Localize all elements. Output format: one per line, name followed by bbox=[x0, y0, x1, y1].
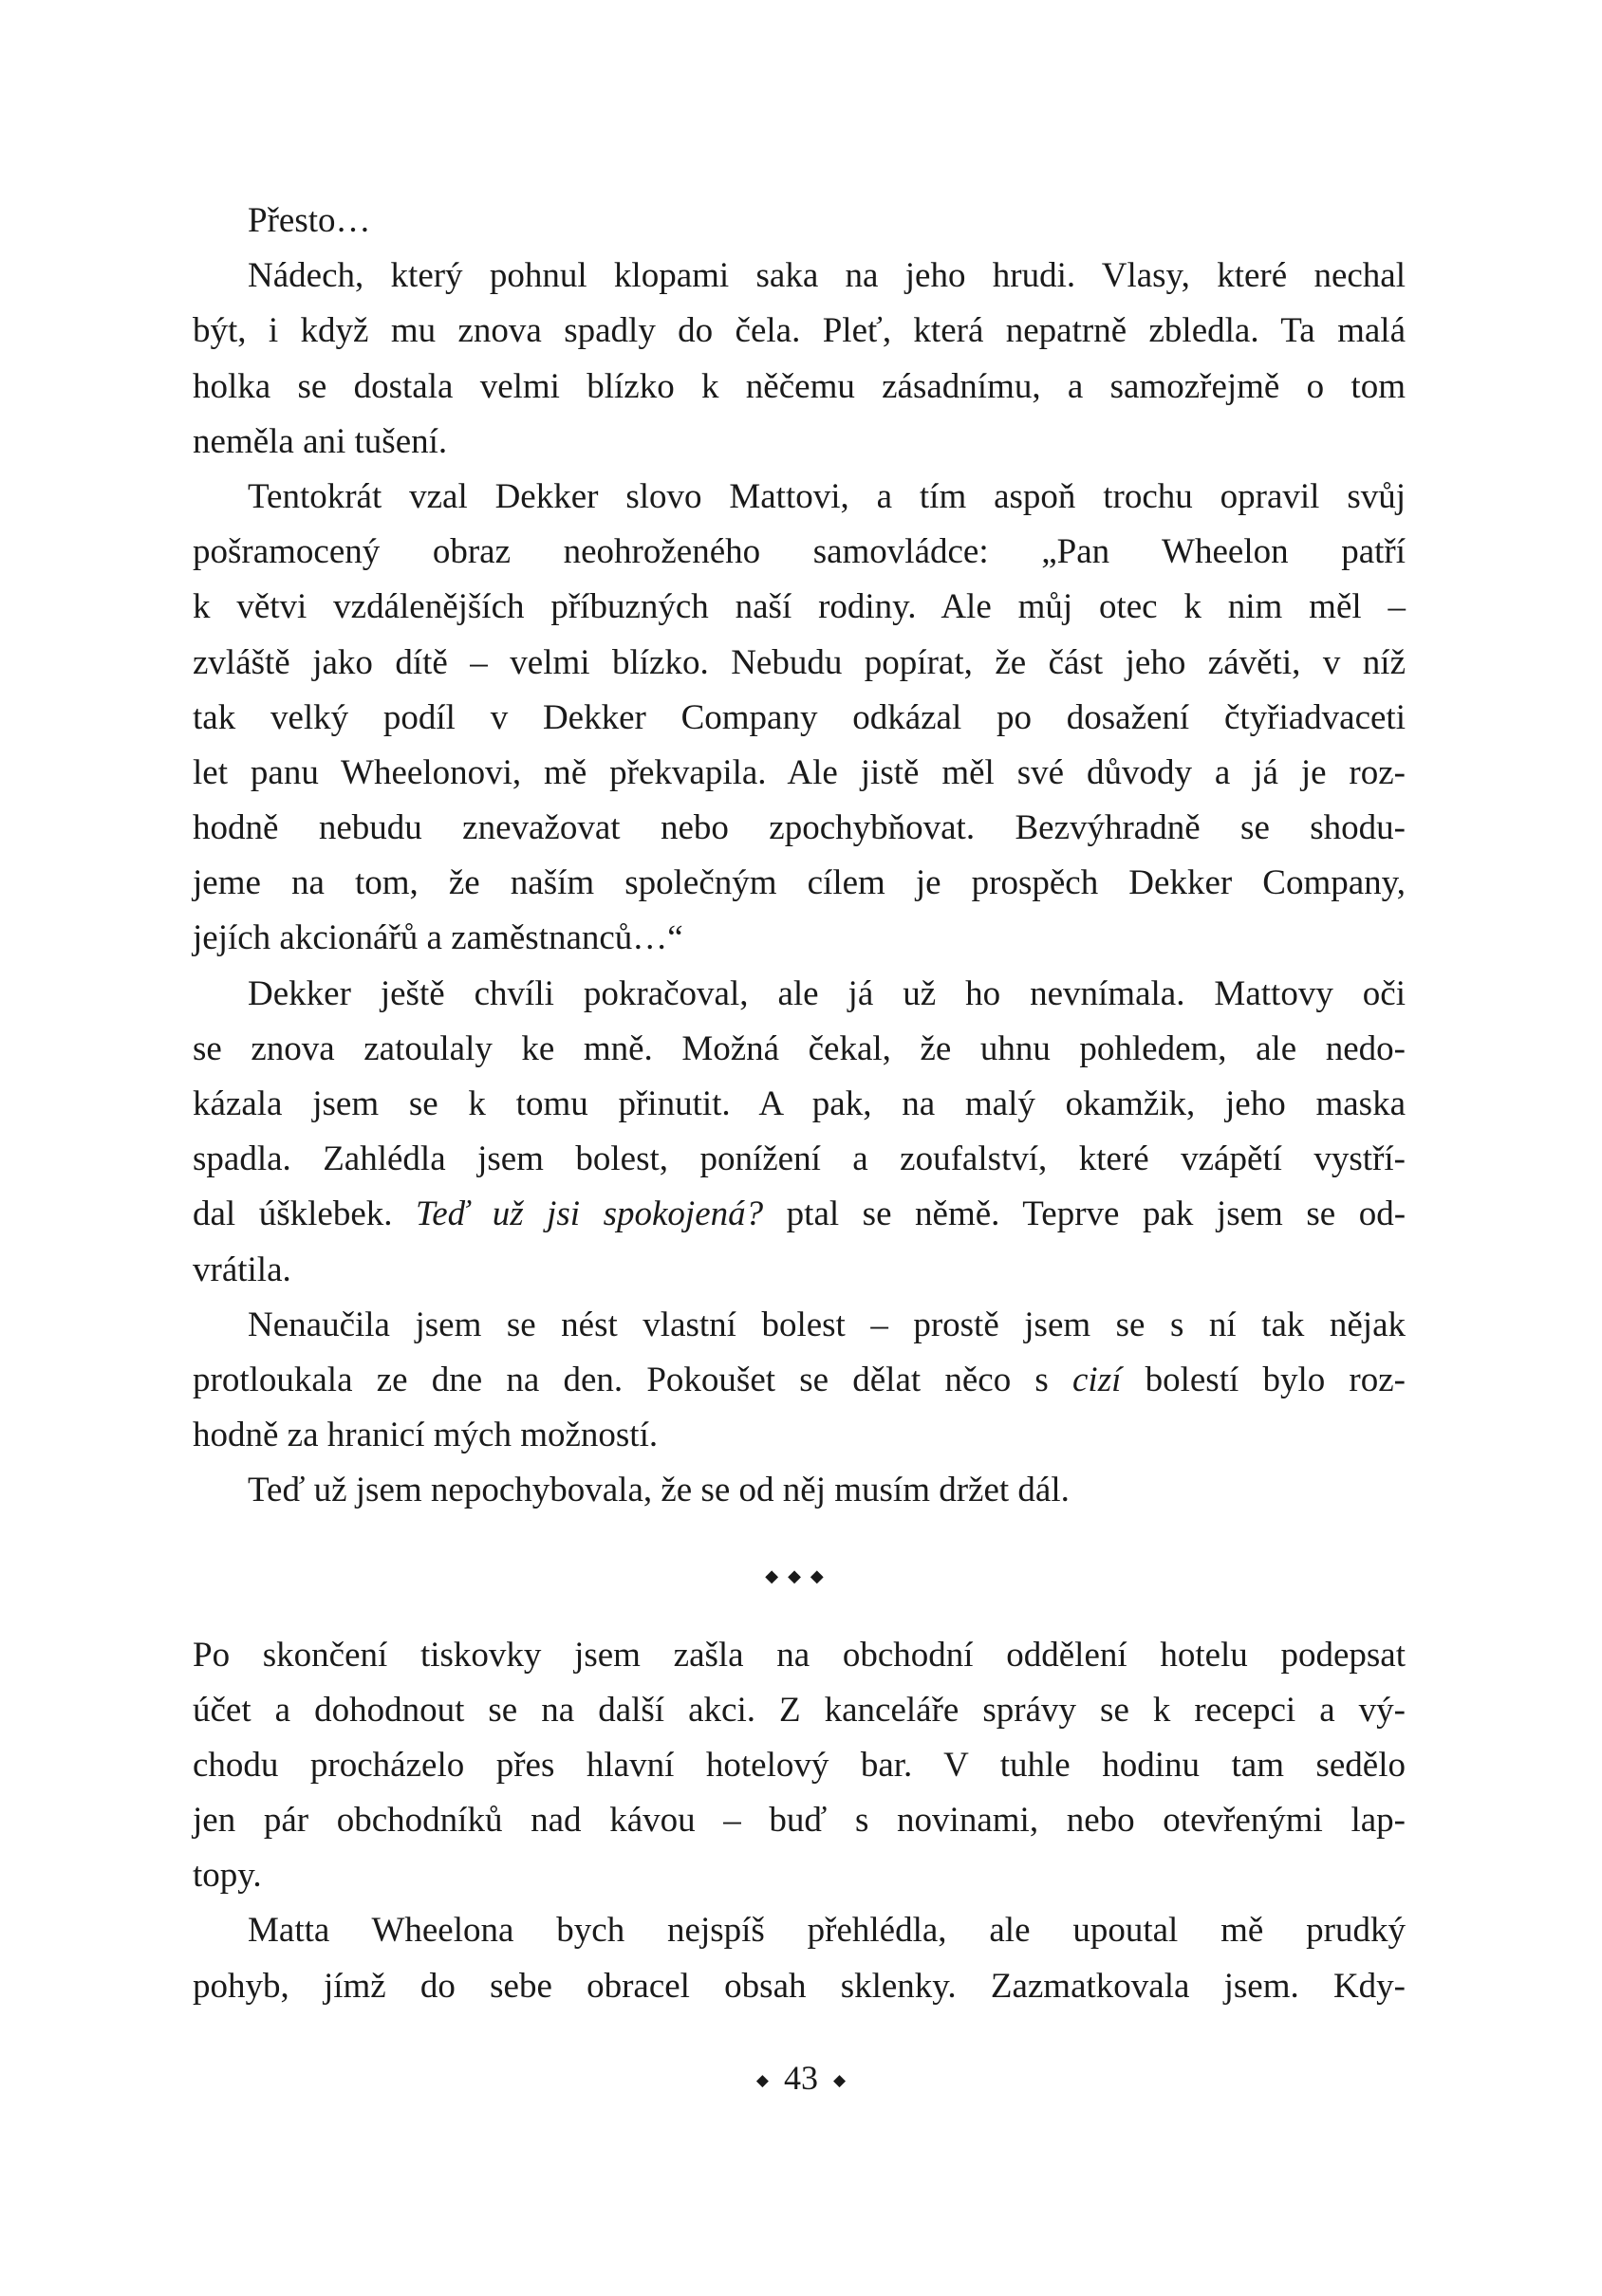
text-line bbox=[193, 470, 1406, 525]
text-line bbox=[193, 1793, 1406, 1848]
text-segment: let panu Wheelonovi, mě překvapila. Ale jistě měl své důvody a já je roz- bbox=[193, 752, 1406, 792]
text-segment: ptal se němě. Teprve pak jsem se od- bbox=[763, 1194, 1406, 1234]
text-line bbox=[193, 360, 1406, 415]
text-segment: spadla. Zahlédla jsem bolest, ponížení a zoufalství, které vzápětí vystří- bbox=[193, 1139, 1406, 1179]
text-line bbox=[193, 415, 1406, 470]
text-line bbox=[193, 636, 1406, 691]
text-segment: hodně za hranicí mých možností. bbox=[193, 1416, 659, 1455]
diamond-ornament-icon: ◆ bbox=[755, 2071, 769, 2089]
italic-text-segment: cizí bbox=[1072, 1360, 1122, 1399]
text-line bbox=[193, 1298, 1406, 1353]
text-segment: jejích akcionářů a zaměstnanců…“ bbox=[193, 918, 683, 958]
text-line bbox=[193, 1022, 1406, 1077]
text-line bbox=[193, 249, 1406, 304]
text-segment: topy. bbox=[193, 1856, 262, 1896]
text-line bbox=[193, 1408, 1406, 1463]
text-segment: holka se dostala velmi blízko k něčemu zásadnímu, a samozřejmě o tom bbox=[193, 366, 1406, 406]
text-segment: jeme na tom, že naším společným cílem je prospěch Dekker Company, bbox=[193, 863, 1406, 903]
text-segment: kázala jsem se k tomu přinutit. A pak, na malý okamžik, jeho maska bbox=[193, 1084, 1406, 1123]
section-1 bbox=[193, 194, 1406, 1519]
section-break-diamonds-icon: ◆◆◆ bbox=[765, 1565, 833, 1585]
text-line bbox=[193, 580, 1406, 635]
text-line bbox=[193, 1243, 1406, 1298]
text-segment: Nenaučila jsem se nést vlastní bolest – prostě jsem se s ní tak nějak bbox=[248, 1305, 1406, 1344]
text-line bbox=[193, 1187, 1406, 1242]
text-segment: bolestí bylo roz- bbox=[1121, 1360, 1406, 1399]
text-segment: Dekker ještě chvíli pokračoval, ale já už ho nevnímala. Mattovy oči bbox=[248, 973, 1406, 1013]
text-segment: hodně nebudu znevažovat nebo zpochybňovat. Bezvýhradně se shodu- bbox=[193, 808, 1406, 848]
text-line bbox=[193, 1077, 1406, 1132]
text-line bbox=[193, 1738, 1406, 1793]
text-segment: být, i když mu znova spadly do čela. Pleť, která nepatrně zbledla. Ta malá bbox=[193, 311, 1406, 351]
text-segment: účet a dohodnout se na další akci. Z kanceláře správy se k recepci a vý- bbox=[193, 1690, 1406, 1730]
page-footer bbox=[0, 2055, 1602, 2103]
section-2 bbox=[193, 1628, 1406, 2014]
text-line bbox=[193, 856, 1406, 911]
text-segment: protloukala ze dne na den. Pokoušet se dělat něco s bbox=[193, 1360, 1072, 1399]
text-segment: se znova zatoulaly ke mně. Možná čekal, že uhnu pohledem, ale nedo- bbox=[193, 1028, 1406, 1068]
text-segment: Matta Wheelona bych nejspíš přehlédla, ale upoutal mě prudký bbox=[248, 1911, 1406, 1951]
text-line bbox=[193, 1463, 1406, 1518]
text-segment: Přesto… bbox=[248, 201, 371, 240]
text-line bbox=[193, 1848, 1406, 1903]
text-line bbox=[193, 1959, 1406, 2014]
text-segment: zvláště jako dítě – velmi blízko. Nebudu popírat, že část jeho závěti, v níž bbox=[193, 642, 1406, 682]
text-line bbox=[193, 304, 1406, 359]
text-line bbox=[193, 1683, 1406, 1738]
text-line bbox=[193, 1628, 1406, 1683]
text-segment: pohyb, jímž do sebe obracel obsah sklenky. Zazmatkovala jsem. Kdy- bbox=[193, 1966, 1406, 2006]
text-segment: Po skončení tiskovky jsem zašla na obchodní oddělení hotelu podepsat bbox=[193, 1635, 1406, 1675]
text-line bbox=[193, 1353, 1406, 1408]
text-line bbox=[193, 801, 1406, 856]
text-segment: k větvi vzdálenějších příbuzných naší rodiny. Ale můj otec k nim měl – bbox=[193, 587, 1406, 627]
text-segment: Nádech, který pohnul klopami saka na jeho hrudi. Vlasy, které nechal bbox=[248, 256, 1406, 296]
text-line bbox=[193, 746, 1406, 801]
text-segment: dal úšklebek. bbox=[193, 1194, 417, 1234]
text-line bbox=[193, 967, 1406, 1022]
text-segment: neměla ani tušení. bbox=[193, 421, 448, 461]
page-number: 43 bbox=[784, 2059, 818, 2097]
book-page-text bbox=[193, 194, 1406, 2014]
text-segment: chodu procházelo přes hlavní hotelový bar. V tuhle hodinu tam sedělo bbox=[193, 1745, 1406, 1785]
text-line bbox=[193, 525, 1406, 580]
italic-text-segment: Teď už jsi spokojená? bbox=[416, 1194, 764, 1234]
diamond-ornament-icon: ◆ bbox=[833, 2071, 847, 2089]
text-line bbox=[193, 911, 1406, 966]
text-line bbox=[193, 194, 1406, 249]
text-segment: Tentokrát vzal Dekker slovo Mattovi, a tím aspoň trochu opravil svůj bbox=[248, 476, 1406, 516]
text-line bbox=[193, 1132, 1406, 1187]
text-segment: vrátila. bbox=[193, 1250, 291, 1289]
text-line bbox=[193, 1903, 1406, 1958]
text-line bbox=[193, 691, 1406, 746]
text-segment: pošramocený obraz neohroženého samovládce: „Pan Wheelon patří bbox=[193, 532, 1406, 572]
text-segment: tak velký podíl v Dekker Company odkázal po dosažení čtyřiadvaceti bbox=[193, 697, 1406, 737]
text-segment: Teď už jsem nepochybovala, že se od něj musím držet dál. bbox=[248, 1471, 1070, 1510]
text-segment: jen pár obchodníků nad kávou – buď s novinami, nebo otevřenými lap- bbox=[193, 1801, 1406, 1841]
section-break bbox=[193, 1519, 1406, 1628]
